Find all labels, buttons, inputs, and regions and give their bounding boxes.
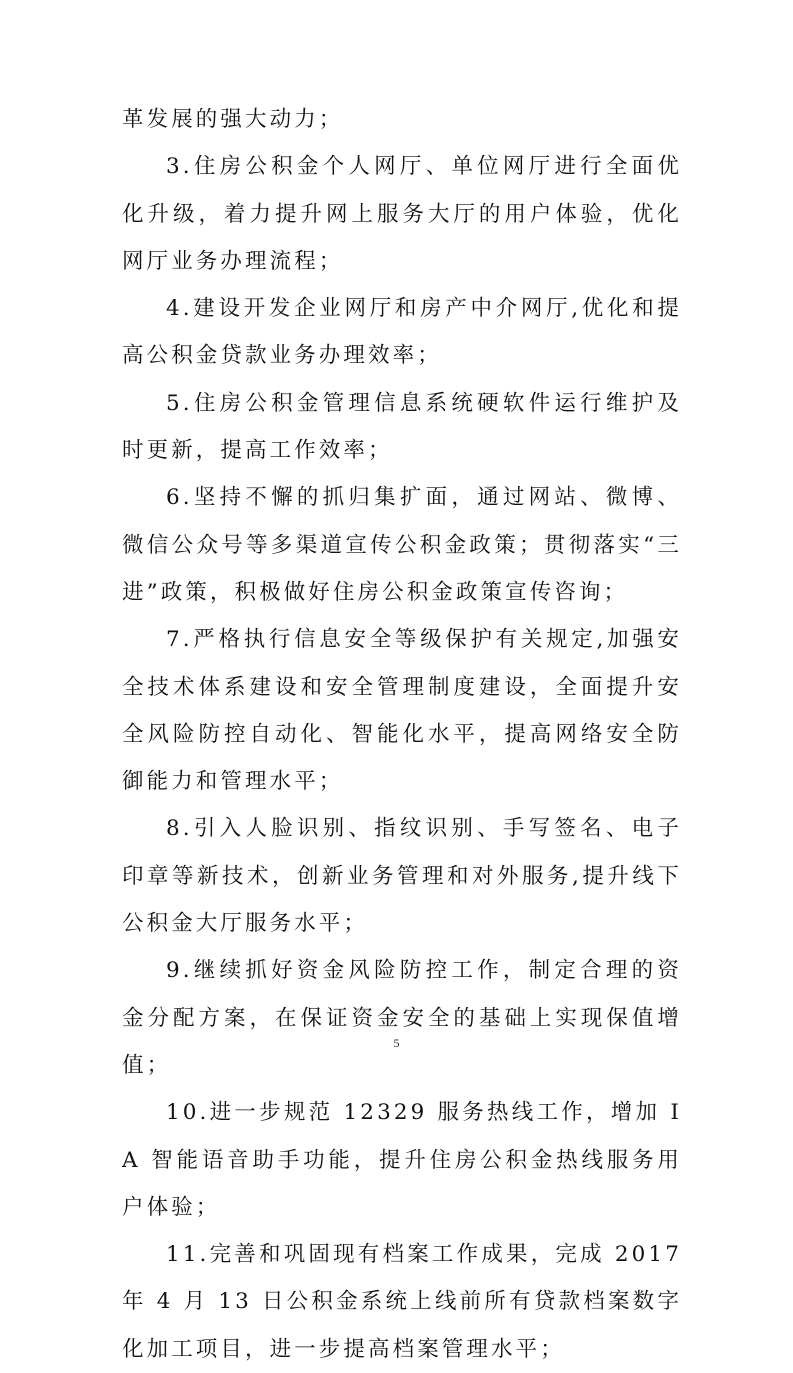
paragraph-item-3: 3.住房公积金个人网厅、单位网厅进行全面优化升级，着力提升网上服务大厅的用户体验，优化网厅业务办理流程；	[122, 154, 682, 274]
paragraph-item-8: 8.引入人脸识别、指纹识别、手写签名、电子印章等新技术，创新业务管理和对外服务,提升线下公积金大厅服务水平；	[122, 816, 682, 937]
paragraph-item-11: 11.完善和巩固现有档案工作成果，完成 2017 年 4 月 13 日公积金系统上线前所有贷款档案数字化加工项目，进一步提高档案管理水平；	[122, 1242, 682, 1362]
paragraph-item-7: 7.严格执行信息安全等级保护有关规定,加强安全技术体系建设和安全管理制度建设，全面提升安全风险防控自动化、智能化水平，提高网络安全防御能力和管理水平；	[122, 627, 682, 795]
paragraph-item-5: 5.住房公积金管理信息系统硬软件运行维护及时更新，提高工作效率；	[122, 390, 682, 464]
paragraph-item-6: 6.坚持不懈的抓归集扩面，通过网站、微博、微信公众号等多渠道宣传公积金政策；贯彻落实“三进”政策，积极做好住房公积金政策宣传咨询；	[122, 485, 682, 605]
paragraph-item-9: 9.继续抓好资金风险防控工作，制定合理的资金分配方案，在保证资金安全的基础上实现保值增值；	[122, 958, 682, 1078]
paragraph-item-10: 10.进一步规范 12329 服务热线工作，增加 IA 智能语音助手功能，提升住房公积金热线服务用户体验；	[122, 1100, 682, 1220]
page-number: 5	[393, 1036, 400, 1050]
body-text	[122, 96, 682, 1373]
paragraph-continuation: 革发展的强大动力；	[122, 107, 344, 132]
paragraph-item-4: 4.建设开发企业网厅和房产中介网厅,优化和提高公积金贷款业务办理效率；	[122, 296, 682, 369]
